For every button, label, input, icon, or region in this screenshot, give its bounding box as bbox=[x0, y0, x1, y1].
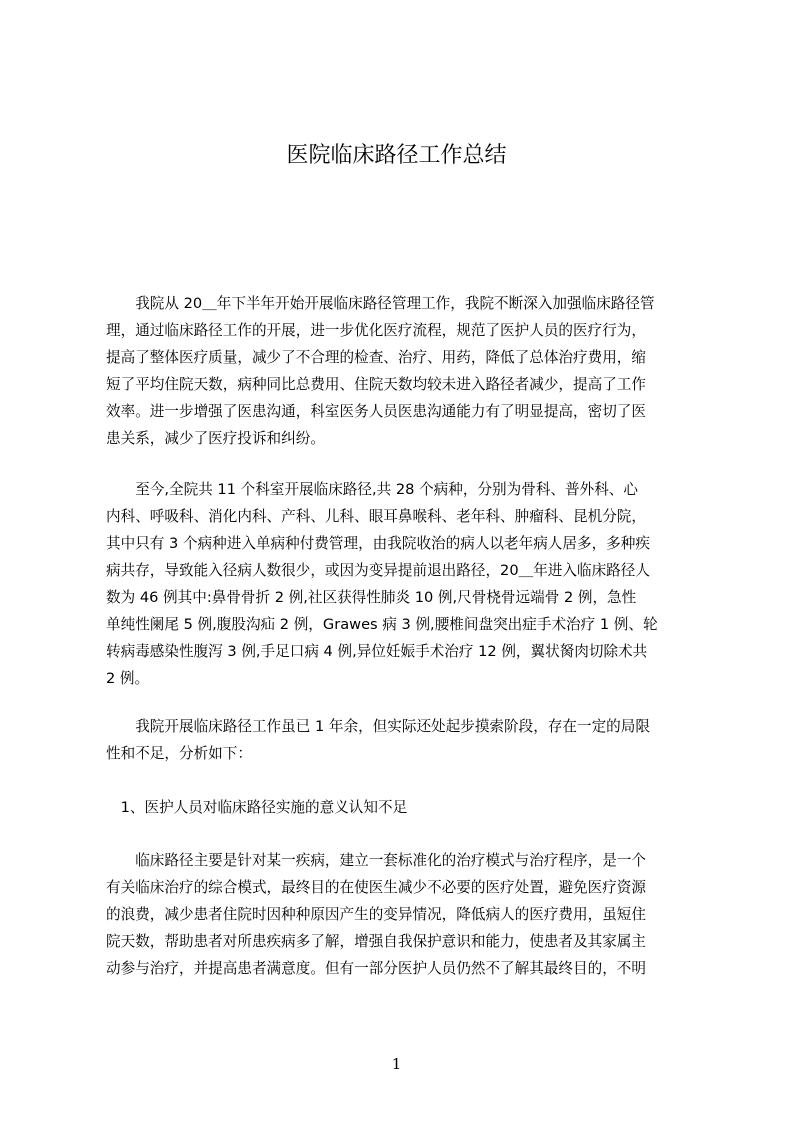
paragraph-line: 内科、呼吸科、消化内科、产科、儿科、眼耳鼻喉科、老年科、肿瘤科、昆机分院， bbox=[106, 508, 646, 525]
paragraph-line: 患关系，减少了医疗投诉和纠纷。 bbox=[106, 430, 325, 447]
paragraph-line: 理，通过临床路径工作的开展，进一步优化医疗流程，规范了医护人员的医疗行为， bbox=[106, 322, 646, 339]
paragraph-4 bbox=[106, 847, 698, 982]
paragraph-line: 院天数，帮助患者对所患疾病多了解，增强自我保护意识和能力，使患者及其家属主 bbox=[106, 933, 646, 950]
paragraph-line: 动参与治疗，并提高患者满意度。但有一部分医护人员仍然不了解其最终目的，不明 bbox=[106, 960, 646, 977]
document-title: 医院临床路径工作总结 bbox=[286, 143, 507, 168]
paragraph-line: 至今,全院共 11 个科室开展临床路径,共 28 个病种，分别为骨科、普外科、心 bbox=[106, 481, 638, 498]
paragraph-line: 我院从 20＿年下半年开始开展临床路径管理工作，我院不断深入加强临床路径管 bbox=[106, 295, 655, 312]
paragraph-line: 2 例。 bbox=[106, 670, 150, 687]
paragraph-line: 我院开展临床路径工作虽已 1 年余，但实际还处起步摸索阶段，存在一定的局限 bbox=[106, 718, 650, 735]
paragraph-line: 单纯性阑尾 5 例,腹股沟疝 2 例，Grawes 病 3 例,腰椎间盘突出症手术治疗 1 例、轮 bbox=[106, 616, 658, 633]
section-heading-1 bbox=[106, 794, 698, 821]
paragraph-line: 性和不足，分析如下： bbox=[106, 745, 252, 762]
paragraph-line: 效率。进一步增强了医患沟通，科室医务人员医患沟通能力有了明显提高，密切了医 bbox=[106, 403, 646, 420]
paragraph-line: 其中只有 3 个病种进入单病种付费管理，由我院收治的病人以老年病人居多，多种疾 bbox=[106, 535, 650, 552]
paragraph-line: 有关临床治疗的综合模式，最终目的在使医生减少不必要的医疗处置，避免医疗资源 bbox=[106, 879, 646, 896]
paragraph-line: 转病毒感染性腹泻 3 例,手足口病 4 例,异位妊娠手术治疗 12 例，翼状胬肉切除术共 bbox=[106, 643, 648, 660]
paragraph-line: 数为 46 例其中:鼻骨骨折 2 例,社区获得性肺炎 10 例,尺骨桡骨远端骨 2 例，急性 bbox=[106, 589, 637, 606]
paragraph-1 bbox=[106, 290, 698, 452]
paragraph-3 bbox=[106, 713, 698, 767]
paragraph-line: 的浪费，减少患者住院时因种种原因产生的变异情况，降低病人的医疗费用，虽短住 bbox=[106, 906, 646, 923]
paragraph-line: 病共存，导致能入径病人数很少，或因为变异提前退出路径，20＿年进入临床路径人 bbox=[106, 562, 650, 579]
paragraph-line: 短了平均住院天数，病种同比总费用、住院天数均较未进入路径者减少，提高了工作 bbox=[106, 376, 646, 393]
paragraph-line: 提高了整体医疗质量，减少了不合理的检查、治疗、用药，降低了总体治疗费用，缩 bbox=[106, 349, 646, 366]
page-number: 1 bbox=[391, 1055, 402, 1073]
paragraph-line: 临床路径主要是针对某一疾病，建立一套标准化的治疗模式与治疗程序，是一个 bbox=[106, 852, 646, 869]
section-heading-line: 1、医护人员对临床路径实施的意义认知不足 bbox=[106, 799, 408, 816]
paragraph-2 bbox=[106, 476, 698, 692]
